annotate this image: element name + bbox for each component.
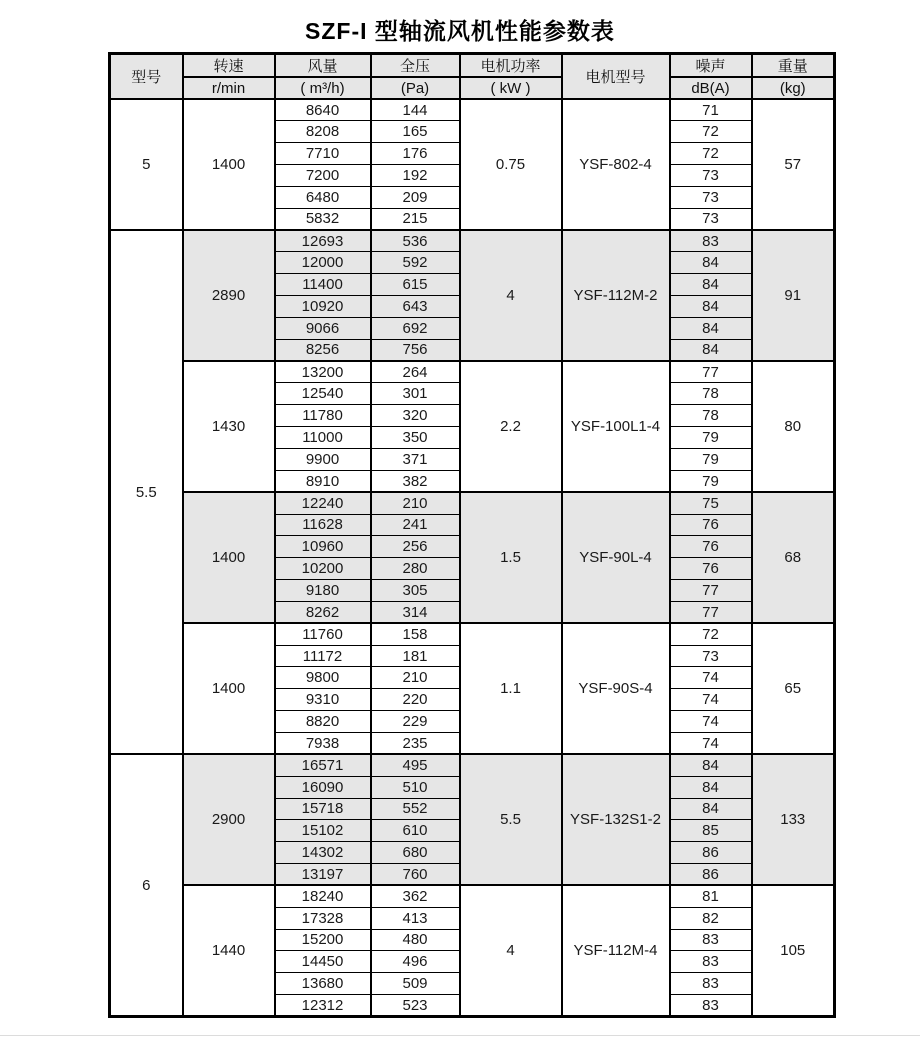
airflow-cell: 7710 xyxy=(275,143,371,165)
page-title: SZF-I 型轴流风机性能参数表 xyxy=(305,18,615,44)
airflow-cell: 11628 xyxy=(275,514,371,536)
pressure-cell: 509 xyxy=(371,973,460,995)
model-cell: 6 xyxy=(110,754,183,1016)
noise-cell: 84 xyxy=(670,798,752,820)
power-cell: 4 xyxy=(460,885,562,1016)
airflow-cell: 11400 xyxy=(275,274,371,296)
header-row-1 xyxy=(110,54,835,78)
noise-cell: 76 xyxy=(670,536,752,558)
airflow-cell: 16571 xyxy=(275,754,371,776)
airflow-cell: 6480 xyxy=(275,186,371,208)
pressure-cell: 350 xyxy=(371,427,460,449)
pressure-cell: 496 xyxy=(371,951,460,973)
col-header-airflow-unit: ( m³/h) xyxy=(275,77,371,99)
pressure-cell: 280 xyxy=(371,558,460,580)
power-cell: 5.5 xyxy=(460,754,562,885)
header-row-2 xyxy=(110,77,835,99)
pressure-cell: 382 xyxy=(371,470,460,492)
pressure-cell: 643 xyxy=(371,296,460,318)
model-cell: 5 xyxy=(110,99,183,230)
airflow-cell: 14302 xyxy=(275,842,371,864)
pressure-cell: 536 xyxy=(371,230,460,252)
col-header-speed: 转速 xyxy=(183,54,275,78)
pressure-cell: 615 xyxy=(371,274,460,296)
pressure-cell: 264 xyxy=(371,361,460,383)
col-header-noise-unit: dB(A) xyxy=(670,77,752,99)
airflow-cell: 7938 xyxy=(275,732,371,754)
airflow-cell: 10200 xyxy=(275,558,371,580)
pressure-cell: 480 xyxy=(371,929,460,951)
col-header-noise: 噪声 xyxy=(670,54,752,78)
pressure-cell: 144 xyxy=(371,99,460,121)
model-cell: 5.5 xyxy=(110,230,183,754)
airflow-cell: 9800 xyxy=(275,667,371,689)
table-row xyxy=(110,492,835,514)
table-row xyxy=(110,230,835,252)
airflow-cell: 12540 xyxy=(275,383,371,405)
power-cell: 1.1 xyxy=(460,623,562,754)
pressure-cell: 229 xyxy=(371,711,460,733)
noise-cell: 85 xyxy=(670,820,752,842)
pressure-cell: 209 xyxy=(371,186,460,208)
pressure-cell: 680 xyxy=(371,842,460,864)
noise-cell: 73 xyxy=(670,645,752,667)
noise-cell: 74 xyxy=(670,711,752,733)
speed-cell: 1440 xyxy=(183,885,275,1016)
noise-cell: 82 xyxy=(670,907,752,929)
airflow-cell: 13197 xyxy=(275,864,371,886)
noise-cell: 75 xyxy=(670,492,752,514)
airflow-cell: 9900 xyxy=(275,449,371,471)
pressure-cell: 523 xyxy=(371,995,460,1017)
speed-cell: 1400 xyxy=(183,99,275,230)
airflow-cell: 8820 xyxy=(275,711,371,733)
airflow-cell: 8910 xyxy=(275,470,371,492)
noise-cell: 72 xyxy=(670,623,752,645)
speed-cell: 2900 xyxy=(183,754,275,885)
airflow-cell: 11172 xyxy=(275,645,371,667)
motor-cell: YSF-802-4 xyxy=(562,99,670,230)
pressure-cell: 256 xyxy=(371,536,460,558)
table-header xyxy=(110,54,835,100)
noise-cell: 76 xyxy=(670,514,752,536)
airflow-cell: 8640 xyxy=(275,99,371,121)
noise-cell: 79 xyxy=(670,427,752,449)
col-header-motor: 电机型号 xyxy=(562,54,670,100)
airflow-cell: 10920 xyxy=(275,296,371,318)
motor-cell: YSF-112M-2 xyxy=(562,230,670,361)
col-header-power: 电机功率 xyxy=(460,54,562,78)
noise-cell: 83 xyxy=(670,951,752,973)
weight-cell: 105 xyxy=(752,885,835,1016)
airflow-cell: 5832 xyxy=(275,208,371,230)
performance-table xyxy=(108,52,836,1018)
noise-cell: 78 xyxy=(670,383,752,405)
table-row xyxy=(110,623,835,645)
noise-cell: 84 xyxy=(670,252,752,274)
pressure-cell: 413 xyxy=(371,907,460,929)
pressure-cell: 215 xyxy=(371,208,460,230)
pressure-cell: 241 xyxy=(371,514,460,536)
pressure-cell: 181 xyxy=(371,645,460,667)
noise-cell: 84 xyxy=(670,274,752,296)
pressure-cell: 305 xyxy=(371,580,460,602)
pressure-cell: 320 xyxy=(371,405,460,427)
airflow-cell: 8262 xyxy=(275,601,371,623)
motor-cell: YSF-90L-4 xyxy=(562,492,670,623)
noise-cell: 79 xyxy=(670,449,752,471)
noise-cell: 72 xyxy=(670,143,752,165)
airflow-cell: 15102 xyxy=(275,820,371,842)
airflow-cell: 11760 xyxy=(275,623,371,645)
airflow-cell: 12000 xyxy=(275,252,371,274)
table-body xyxy=(110,99,835,1016)
page-bottom-divider xyxy=(0,1035,920,1036)
noise-cell: 71 xyxy=(670,99,752,121)
pressure-cell: 692 xyxy=(371,317,460,339)
airflow-cell: 11000 xyxy=(275,427,371,449)
pressure-cell: 301 xyxy=(371,383,460,405)
col-header-weight: 重量 xyxy=(752,54,835,78)
noise-cell: 84 xyxy=(670,296,752,318)
noise-cell: 83 xyxy=(670,230,752,252)
power-cell: 1.5 xyxy=(460,492,562,623)
col-header-pressure-unit: (Pa) xyxy=(371,77,460,99)
pressure-cell: 176 xyxy=(371,143,460,165)
motor-cell: YSF-100L1-4 xyxy=(562,361,670,492)
airflow-cell: 13200 xyxy=(275,361,371,383)
speed-cell: 1400 xyxy=(183,623,275,754)
noise-cell: 81 xyxy=(670,885,752,907)
speed-cell: 1430 xyxy=(183,361,275,492)
airflow-cell: 8256 xyxy=(275,339,371,361)
pressure-cell: 592 xyxy=(371,252,460,274)
power-cell: 2.2 xyxy=(460,361,562,492)
noise-cell: 86 xyxy=(670,842,752,864)
noise-cell: 83 xyxy=(670,973,752,995)
weight-cell: 57 xyxy=(752,99,835,230)
weight-cell: 65 xyxy=(752,623,835,754)
col-header-power-unit: ( kW ) xyxy=(460,77,562,99)
pressure-cell: 235 xyxy=(371,732,460,754)
noise-cell: 86 xyxy=(670,864,752,886)
noise-cell: 72 xyxy=(670,121,752,143)
col-header-speed-unit: r/min xyxy=(183,77,275,99)
col-header-airflow: 风量 xyxy=(275,54,371,78)
weight-cell: 91 xyxy=(752,230,835,361)
pressure-cell: 314 xyxy=(371,601,460,623)
power-cell: 4 xyxy=(460,230,562,361)
pressure-cell: 362 xyxy=(371,885,460,907)
table-row xyxy=(110,99,835,121)
pressure-cell: 158 xyxy=(371,623,460,645)
airflow-cell: 13680 xyxy=(275,973,371,995)
pressure-cell: 210 xyxy=(371,492,460,514)
airflow-cell: 17328 xyxy=(275,907,371,929)
noise-cell: 77 xyxy=(670,580,752,602)
noise-cell: 84 xyxy=(670,776,752,798)
noise-cell: 73 xyxy=(670,165,752,187)
noise-cell: 73 xyxy=(670,208,752,230)
airflow-cell: 8208 xyxy=(275,121,371,143)
noise-cell: 84 xyxy=(670,317,752,339)
airflow-cell: 12240 xyxy=(275,492,371,514)
noise-cell: 78 xyxy=(670,405,752,427)
noise-cell: 77 xyxy=(670,361,752,383)
airflow-cell: 15200 xyxy=(275,929,371,951)
table-row xyxy=(110,885,835,907)
weight-cell: 68 xyxy=(752,492,835,623)
airflow-cell: 9310 xyxy=(275,689,371,711)
speed-cell: 1400 xyxy=(183,492,275,623)
col-header-model: 型号 xyxy=(110,54,183,100)
col-header-weight-unit: (kg) xyxy=(752,77,835,99)
airflow-cell: 18240 xyxy=(275,885,371,907)
airflow-cell: 14450 xyxy=(275,951,371,973)
noise-cell: 84 xyxy=(670,754,752,776)
pressure-cell: 220 xyxy=(371,689,460,711)
weight-cell: 133 xyxy=(752,754,835,885)
airflow-cell: 7200 xyxy=(275,165,371,187)
noise-cell: 74 xyxy=(670,667,752,689)
airflow-cell: 12693 xyxy=(275,230,371,252)
airflow-cell: 10960 xyxy=(275,536,371,558)
pressure-cell: 165 xyxy=(371,121,460,143)
airflow-cell: 9180 xyxy=(275,580,371,602)
motor-cell: YSF-132S1-2 xyxy=(562,754,670,885)
airflow-cell: 15718 xyxy=(275,798,371,820)
weight-cell: 80 xyxy=(752,361,835,492)
noise-cell: 74 xyxy=(670,732,752,754)
noise-cell: 73 xyxy=(670,186,752,208)
motor-cell: YSF-112M-4 xyxy=(562,885,670,1016)
airflow-cell: 12312 xyxy=(275,995,371,1017)
pressure-cell: 192 xyxy=(371,165,460,187)
col-header-pressure: 全压 xyxy=(371,54,460,78)
pressure-cell: 610 xyxy=(371,820,460,842)
noise-cell: 76 xyxy=(670,558,752,580)
pressure-cell: 495 xyxy=(371,754,460,776)
motor-cell: YSF-90S-4 xyxy=(562,623,670,754)
pressure-cell: 756 xyxy=(371,339,460,361)
table-row xyxy=(110,361,835,383)
pressure-cell: 552 xyxy=(371,798,460,820)
pressure-cell: 371 xyxy=(371,449,460,471)
noise-cell: 77 xyxy=(670,601,752,623)
pressure-cell: 760 xyxy=(371,864,460,886)
airflow-cell: 9066 xyxy=(275,317,371,339)
noise-cell: 74 xyxy=(670,689,752,711)
noise-cell: 83 xyxy=(670,929,752,951)
power-cell: 0.75 xyxy=(460,99,562,230)
speed-cell: 2890 xyxy=(183,230,275,361)
table-row xyxy=(110,754,835,776)
pressure-cell: 510 xyxy=(371,776,460,798)
pressure-cell: 210 xyxy=(371,667,460,689)
noise-cell: 79 xyxy=(670,470,752,492)
airflow-cell: 16090 xyxy=(275,776,371,798)
noise-cell: 84 xyxy=(670,339,752,361)
airflow-cell: 11780 xyxy=(275,405,371,427)
noise-cell: 83 xyxy=(670,995,752,1017)
